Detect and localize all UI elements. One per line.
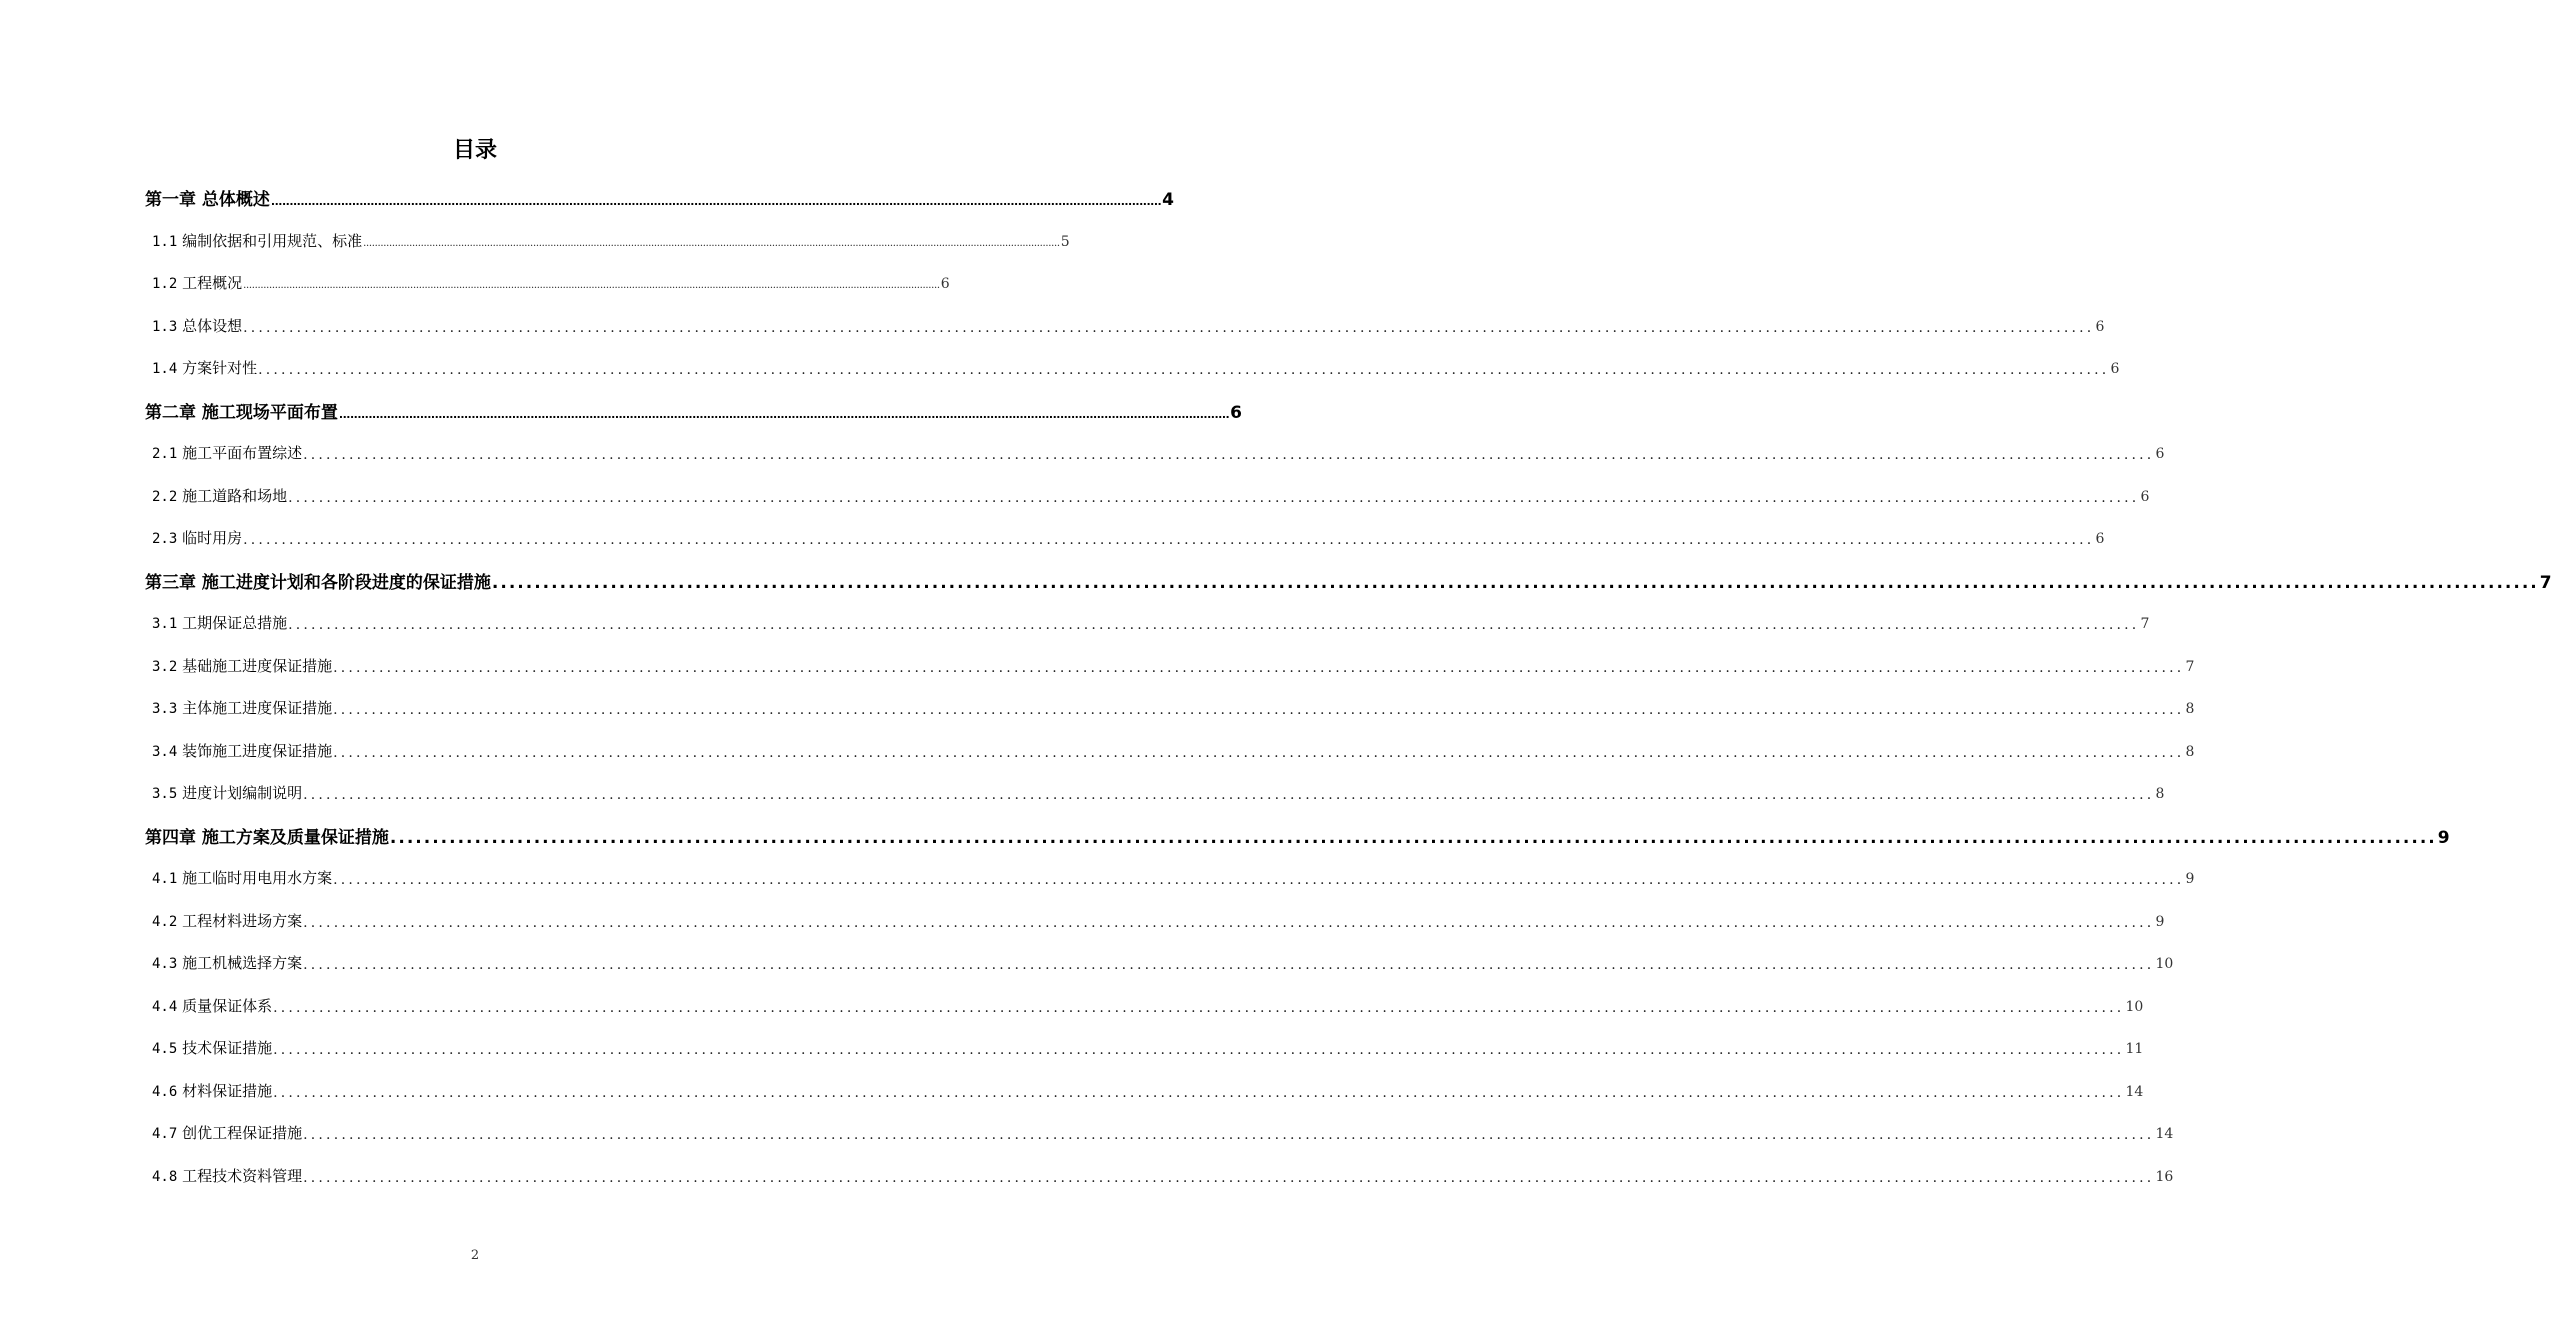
toc-entry-label — [152, 655, 332, 678]
toc-page-number: 6 — [1230, 403, 1243, 423]
toc-section-title: 创优工程保证措施 — [182, 1124, 303, 1142]
dot-leader: .................................................................................................................................................................................................................................................. — [303, 1170, 2155, 1186]
toc-section-title: 装饰施工进度保证措施 — [182, 742, 333, 760]
toc-entry-label — [152, 910, 302, 933]
toc-section-entry[interactable] — [152, 231, 1070, 253]
toc-entry-label: 第二章 施工现场平面布置 — [145, 403, 338, 423]
toc-entry-label — [152, 867, 332, 890]
toc-section-entry[interactable] — [152, 868, 2195, 890]
toc-section-title: 施工机械选择方案 — [182, 954, 303, 972]
toc-page-number: 11 — [2125, 1041, 2144, 1057]
toc-section-entry[interactable] — [152, 953, 2174, 975]
toc-section-number: 2.1 — [152, 446, 178, 462]
dot-leader: .................................................................................................................................................................................................................................................. — [333, 702, 2185, 718]
toc-section-entry[interactable] — [152, 273, 950, 295]
toc-section-number: 1.3 — [152, 319, 178, 335]
toc-chapter-entry[interactable] — [145, 401, 1243, 425]
toc-section-title: 施工临时用电用水方案 — [182, 869, 333, 887]
toc-chapter-entry[interactable] — [145, 826, 2450, 850]
toc-section-entry[interactable] — [152, 358, 2120, 380]
toc-section-title: 质量保证体系 — [182, 997, 273, 1015]
toc-section-entry[interactable] — [152, 996, 2144, 1018]
dot-leader: .................................................................................................................................................................................................................................................. — [491, 573, 2539, 593]
toc-section-title: 基础施工进度保证措施 — [182, 657, 333, 675]
toc-entry-label — [152, 357, 257, 380]
toc-section-number: 1.1 — [152, 234, 178, 250]
toc-section-number: 1.4 — [152, 361, 178, 377]
toc-page-number: 6 — [2155, 446, 2165, 462]
toc-section-number: 4.8 — [152, 1169, 178, 1185]
dot-leader: .................................................................................................................................................................................................................................................. — [288, 617, 2140, 633]
toc-page-number: 6 — [2095, 531, 2105, 547]
toc-section-entry[interactable] — [152, 911, 2165, 933]
toc-page-number: 10 — [2155, 956, 2174, 972]
dot-leader: .................................................................................................................................................................................................................................................. — [303, 787, 2155, 803]
toc-entry-label — [152, 952, 302, 975]
toc-section-entry[interactable] — [152, 698, 2195, 720]
toc-entry-label — [152, 485, 287, 508]
toc-section-entry[interactable] — [152, 783, 2165, 805]
dot-leader: .................................................................................................................................................................................................................................................. — [303, 957, 2155, 973]
toc-page-number: 9 — [2437, 828, 2450, 848]
toc-section-title: 技术保证措施 — [182, 1039, 273, 1057]
toc-entry-label — [152, 527, 242, 550]
toc-section-title: 进度计划编制说明 — [182, 784, 303, 802]
toc-page-number: 6 — [940, 276, 950, 292]
toc-section-entry[interactable] — [152, 443, 2165, 465]
toc-page-number: 9 — [2185, 871, 2195, 887]
toc-section-entry[interactable] — [152, 528, 2105, 550]
toc-entry-label — [152, 1080, 272, 1103]
toc-section-title: 工期保证总措施 — [182, 614, 288, 632]
toc-section-title: 工程概况 — [182, 274, 243, 292]
toc-section-number: 2.2 — [152, 489, 178, 505]
toc-title: 目录 — [452, 138, 497, 163]
toc-entry-label — [152, 740, 332, 763]
dot-leader: .................................................................................................................................................................................................................................................. — [303, 1127, 2155, 1143]
toc-entry-label — [152, 612, 287, 635]
toc-page-number: 10 — [2125, 999, 2144, 1015]
toc-section-number: 2.3 — [152, 531, 178, 547]
toc-section-number: 3.3 — [152, 701, 178, 717]
toc-page-number: 14 — [2125, 1084, 2144, 1100]
toc-page-number: 6 — [2095, 319, 2105, 335]
toc-section-title: 工程材料进场方案 — [182, 912, 303, 930]
toc-section-entry[interactable] — [152, 613, 2150, 635]
dot-leader: .................................................................................................................................................................................................................................................. — [258, 362, 2110, 378]
toc-page-number: 4 — [1162, 190, 1175, 210]
dot-leader: .................................................................................................................................................................................................................................................. — [288, 490, 2140, 506]
toc-section-title: 施工平面布置综述 — [182, 444, 303, 462]
toc-section-entry[interactable] — [152, 656, 2195, 678]
toc-chapter-entry[interactable] — [145, 188, 1175, 212]
dot-leader: .................................................................................................................................................................................................................................................. — [333, 660, 2185, 676]
toc-section-number: 4.6 — [152, 1084, 178, 1100]
toc-entry-label — [152, 1037, 272, 1060]
toc-section-entry[interactable] — [152, 1166, 2174, 1188]
toc-section-title: 总体设想 — [182, 317, 243, 335]
dot-leader: .................................................................................................................................................................................................................................................. — [333, 872, 2185, 888]
toc-entry-label: 第四章 施工方案及质量保证措施 — [145, 828, 389, 848]
toc-section-entry[interactable] — [152, 486, 2150, 508]
toc-section-number: 4.5 — [152, 1041, 178, 1057]
toc-entry-label — [152, 1165, 302, 1188]
page-number: 2 — [470, 1248, 480, 1263]
toc-entry-label — [152, 272, 242, 295]
dot-leader: .................................................................................................................................................................................................................................................. — [273, 1000, 2125, 1016]
dot-leader: .................................................................................................................................................................................................................................................. — [303, 447, 2155, 463]
dot-leader: .................................................................................................................................................................................................................................................. — [333, 745, 2185, 761]
toc-chapter-entry[interactable] — [145, 571, 2552, 595]
toc-section-number: 4.1 — [152, 871, 178, 887]
toc-entry-label — [152, 782, 302, 805]
toc-section-number: 3.1 — [152, 616, 178, 632]
dot-leader: .................................................................................................................................................................................................................................................. — [363, 238, 1060, 249]
toc-section-title: 主体施工进度保证措施 — [182, 699, 333, 717]
toc-entry-label — [152, 230, 362, 253]
toc-section-number: 3.2 — [152, 659, 178, 675]
dot-leader: .................................................................................................................................................................................................................................................. — [389, 828, 2437, 848]
dot-leader: .................................................................................................................................................................................................................................................. — [243, 280, 940, 291]
toc-section-number: 3.5 — [152, 786, 178, 802]
toc-entry-label: 第三章 施工进度计划和各阶段进度的保证措施 — [145, 573, 491, 593]
toc-section-number: 4.2 — [152, 914, 178, 930]
toc-page-number: 6 — [2110, 361, 2120, 377]
dot-leader: .................................................................................................................................................................................................................................................. — [243, 532, 2095, 548]
dot-leader: .................................................................................................................................................................................................................................................. — [273, 1085, 2125, 1101]
toc-section-entry[interactable] — [152, 1038, 2144, 1060]
dot-leader: .................................................................................................................................................................................................................................................. — [303, 915, 2155, 931]
toc-section-title: 工程技术资料管理 — [182, 1167, 303, 1185]
toc-section-title: 方案针对性 — [182, 359, 258, 377]
toc-page-number: 5 — [1060, 234, 1070, 250]
toc-entry-label — [152, 1122, 302, 1145]
toc-entry-label: 第一章 总体概述 — [145, 190, 270, 210]
toc-section-title: 临时用房 — [182, 529, 243, 547]
toc-page-number: 7 — [2185, 659, 2195, 675]
dot-leader: .................................................................................................................................................................................................................................................. — [273, 1042, 2125, 1058]
toc-section-title: 材料保证措施 — [182, 1082, 273, 1100]
toc-section-number: 3.4 — [152, 744, 178, 760]
toc-entry-label — [152, 995, 272, 1018]
toc-page-number: 14 — [2155, 1126, 2174, 1142]
toc-section-entry[interactable] — [152, 741, 2195, 763]
toc-section-number: 4.4 — [152, 999, 178, 1015]
toc-page-number: 8 — [2155, 786, 2165, 802]
toc-section-entry[interactable] — [152, 1081, 2144, 1103]
dot-leader: .................................................................................................................................................................................................................................................. — [243, 320, 2095, 336]
toc-page-number: 9 — [2155, 914, 2165, 930]
toc-entry-label — [152, 315, 242, 338]
toc-section-number: 4.7 — [152, 1126, 178, 1142]
toc-page-number: 8 — [2185, 744, 2195, 760]
toc-entry-label — [152, 697, 332, 720]
dot-leader: .................................................................................................................................................................................................................................................. — [270, 195, 1162, 208]
toc-section-title: 施工道路和场地 — [182, 487, 288, 505]
toc-page-number: 6 — [2140, 489, 2150, 505]
toc-section-entry[interactable] — [152, 316, 2105, 338]
toc-page-number: 7 — [2539, 573, 2552, 593]
toc-entry-label — [152, 442, 302, 465]
toc-page-number: 16 — [2155, 1169, 2174, 1185]
toc-section-title: 编制依据和引用规范、标准 — [182, 232, 363, 250]
toc-section-number: 1.2 — [152, 276, 178, 292]
toc-page-number: 8 — [2185, 701, 2195, 717]
dot-leader: .................................................................................................................................................................................................................................................. — [338, 408, 1230, 421]
toc-section-number: 4.3 — [152, 956, 178, 972]
toc-page-number: 7 — [2140, 616, 2150, 632]
toc-section-entry[interactable] — [152, 1123, 2174, 1145]
